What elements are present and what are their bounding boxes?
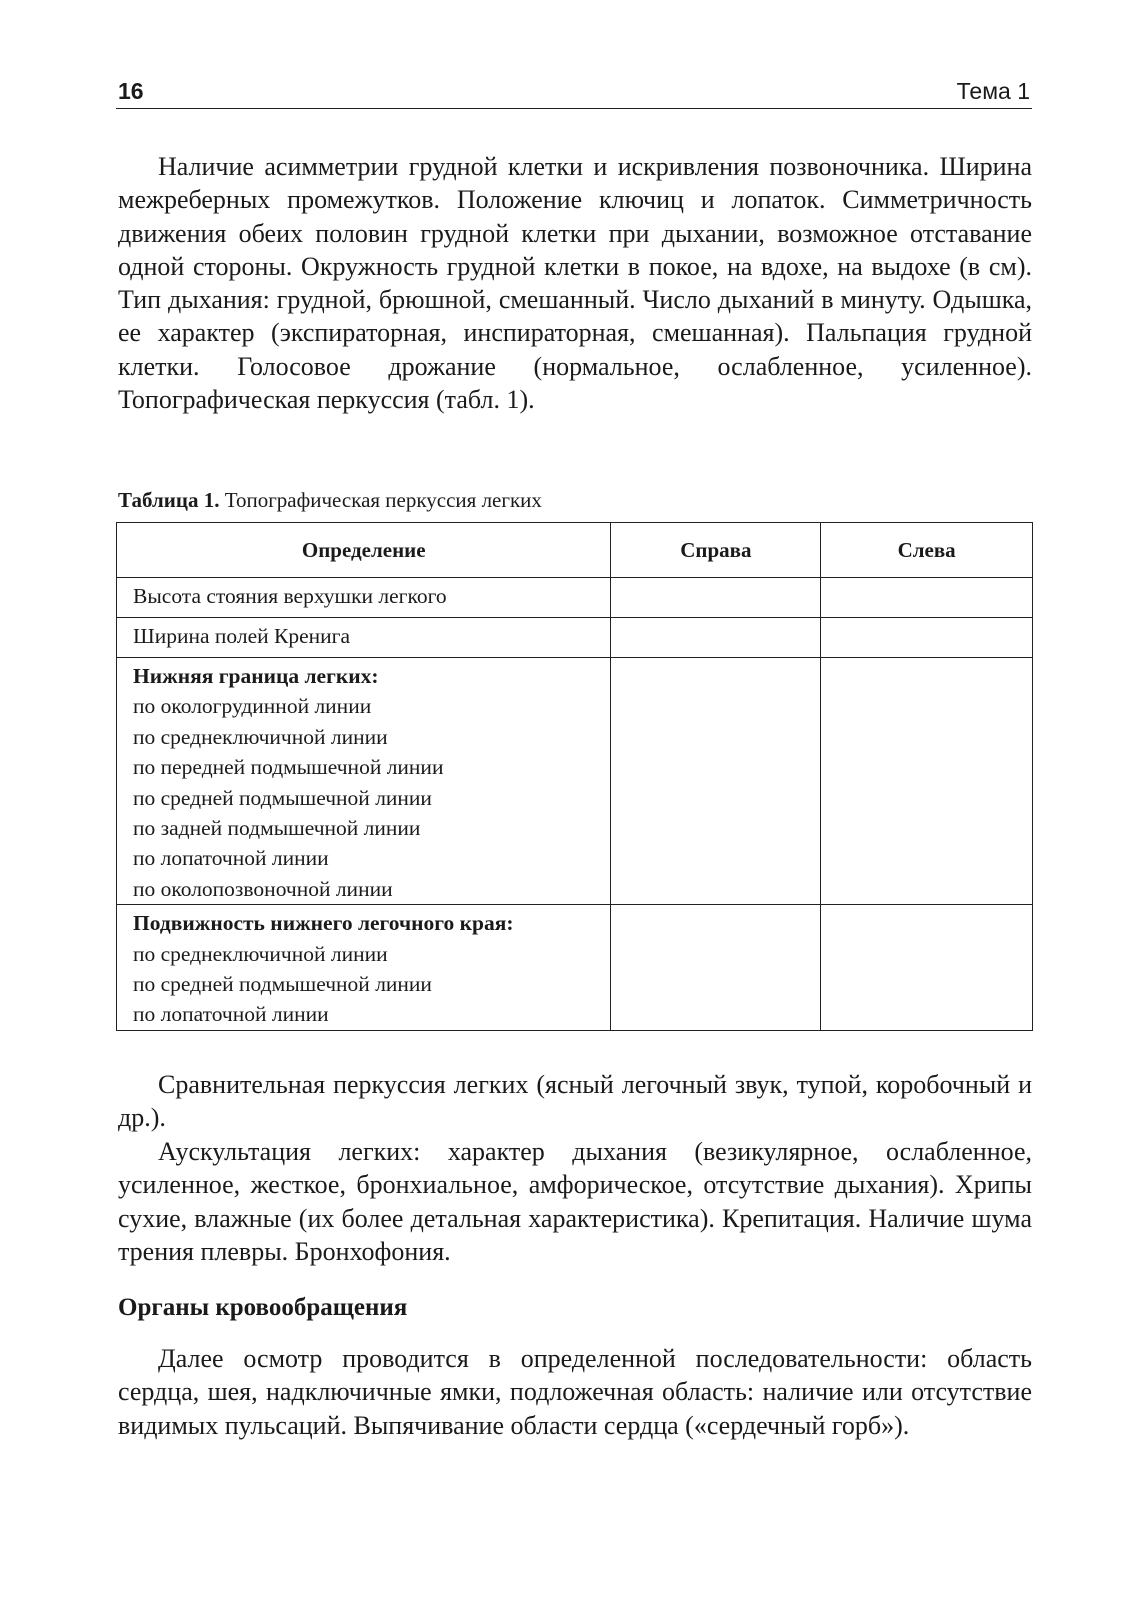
paragraph-auscultation: Аускультация легких: характер дыхания (везикулярное, ослабленное, усиленное, жесткое, бронхиальное, амфорическое, отсутствие дыхания). Хрипы сухие, влажные (их более детальная характеристика). Крепитация. Наличие шума трения плевры. Бронхофония. [118, 1137, 1032, 1266]
row-item: по задней подмышечной линии [133, 816, 421, 841]
row-title: Подвижность нижнего легочного края: [133, 911, 514, 936]
row-item: по средней подмышечной линии [133, 785, 432, 810]
table-row [117, 578, 1033, 618]
table-row [117, 618, 1033, 658]
cell-right-empty [611, 578, 821, 618]
row-item: по лопаточной линии [133, 1002, 329, 1027]
table-caption-label: Таблица 1. [118, 488, 220, 512]
row-item: по средней подмышечной линии [133, 972, 432, 997]
row-item: по среднеключичной линии [133, 941, 388, 966]
cell-left-empty [821, 905, 1033, 1031]
row-lower-border [117, 658, 611, 905]
row-item: по среднеключичной линии [133, 724, 388, 749]
column-header-definition: Определение [117, 523, 611, 578]
table-caption-text: Топографическая перкуссия легких [219, 488, 542, 512]
table-row [117, 658, 1033, 905]
paragraph-chest-inspection: Наличие асимметрии грудной клетки и искривления позвоночника. Ширина межреберных промежутков. Положение ключиц и лопаток. Симметричность движения обеих половин грудной клетки при дыхании, возможное отставание одной стороны. Окружность грудной клетки в покое, на вдохе, на выдохе (в см). Тип дыхания: грудной, брюшной, смешанный. Число дыханий в минуту. Одышка, ее характер (экспираторная, инспираторная, смешанная). Пальпация грудной клетки. Голосовое дрожание (нормальное, ослабленное, усиленное). Топографическая перкуссия (табл. 1). [118, 152, 1032, 415]
section-heading: Органы кровообращения [118, 1294, 408, 1321]
table-row [117, 905, 1033, 1031]
cell-left-empty [821, 578, 1033, 618]
row-item: по передней подмышечной линии [133, 755, 444, 780]
percussion-table [116, 522, 1033, 1031]
cell-right-empty [611, 905, 821, 1031]
table-header-row [117, 523, 1033, 578]
cell-right-empty [611, 618, 821, 658]
paragraph-circulation-inspection: Далее осмотр проводится в определенной последовательности: область сердца, шея, надключичные ямки, подложечная область: наличие или отсутствие видимых пульсаций. Выпячивание области сердца («сердечный горб»). [118, 1344, 1032, 1440]
row-mobility [117, 905, 611, 1031]
row-item: по лопаточной линии [133, 846, 329, 871]
chapter-title: Тема 1 [956, 78, 1030, 104]
row-title: Ширина полей Кренига [117, 618, 611, 658]
running-header [116, 78, 1032, 109]
paragraph-comparative-percussion: Сравнительная перкуссия легких (ясный легочный звук, тупой, коробочный и др.). [118, 1070, 1032, 1133]
cell-right-empty [611, 658, 821, 905]
cell-left-empty [821, 658, 1033, 905]
row-item: по окологрудинной линии [133, 694, 372, 719]
cell-left-empty [821, 618, 1033, 658]
column-header-left: Слева [821, 523, 1033, 578]
row-title: Высота стояния верхушки легкого [117, 578, 611, 618]
page-number: 16 [118, 78, 144, 104]
table-caption [118, 488, 542, 513]
column-header-right: Справа [611, 523, 821, 578]
row-title: Нижняя граница легких: [133, 664, 379, 688]
row-item: по околопозвоночной линии [133, 876, 393, 901]
